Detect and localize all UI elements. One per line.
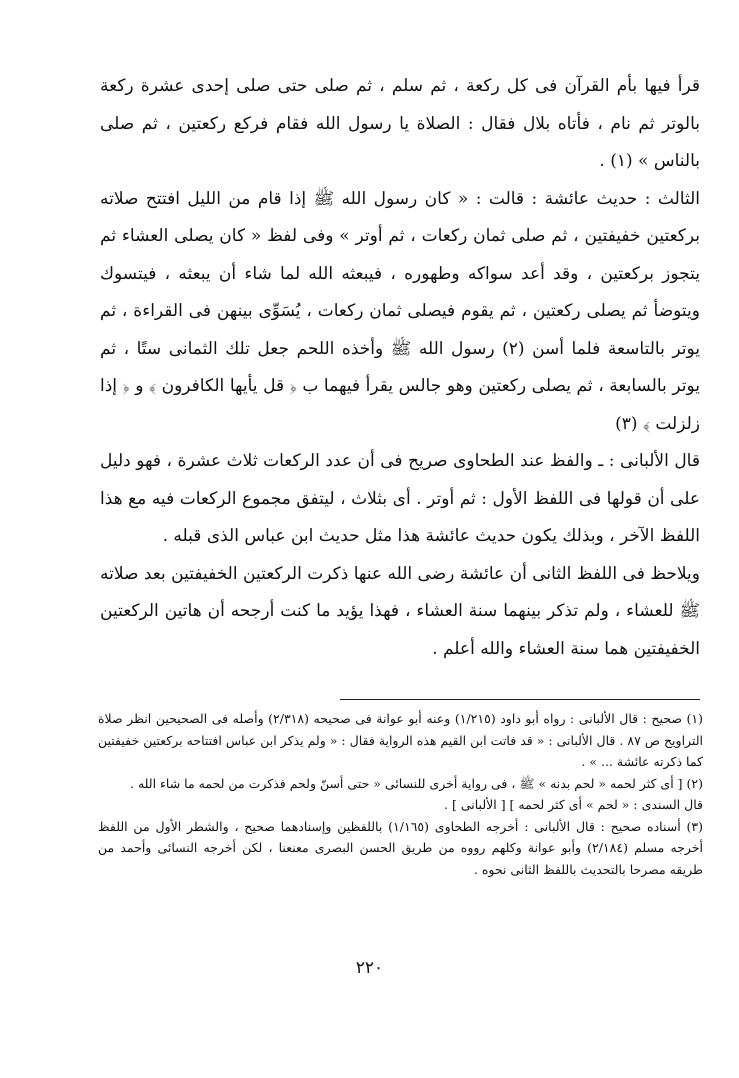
footnotes-section [98, 708, 703, 880]
paragraph-3-albani-comment: قال الألبانى : ـ والفظ عند الطحاوى صريح فى أن عدد الركعات ثلاث عشرة ، فهو دليل على أن قولها فى اللفظ الأول : ثم أوتر . أى بثلاث ، ليتفق مجموع الركعات فيه مع هذا اللفظ الآخر ، وبذلك يكون حديث عائشة هذا مثل حديث ابن عباس الذى قبله . [100, 451, 700, 546]
paragraph-4-note: ويلاحظ فى اللفظ الثانى أن عائشة رضى الله عنها ذكرت الركعتين الخفيفتين بعد صلاته ﷺ للعشاء ، ولم تذكر بينهما سنة العشاء ، فهذا يؤيد ما كنت أرجحه أن هاتين الركعتين الخفيفتين هما سنة العشاء والله أعلم . [100, 563, 700, 659]
footnote-2-continued: قال السندى : « لحم » أى كثر لحمه ] [ الألبانى ] . [444, 797, 703, 812]
paragraph-2-third-hadith: الثالث : حديث عائشة : قالت : « كان رسول الله ﷺ إذا قام من الليل افتتح صلاته بركعتين خفيفتين ، ثم صلى ثمان ركعات ، ثم أوتر » وفى لفظ « كان يصلى العشاء ثم يتجوز بركعتين ، وقد أعد سواكه وطهوره ، فيبعثه الله لما شاء أن يبعثه ، فيتسوك ويتوضأ ثم يصلى ركعتين ، ثم يقوم فيصلى ثمان ركعات ، يُسَوِّى بينهن فى القراءة ، ثم يوتر بالتاسعة فلما أسن (٢) رسول الله ﷺ وأخذه اللحم جعل تلك الثمانى ستًا ، ثم يوتر بالسابعة ، ثم يصلى ركعتين وهو جالس يقرأ فيهما ب ﴿ قل يأيها الكافرون ﴾ و ﴿ إذا زلزلت ﴾ (٣) [100, 188, 700, 434]
footnote-3: (٣) أسناده صحيح : قال الألبانى : أخرجه الطحاوى (١/١٦٥) باللفظين وإسنادهما صحيح ، والشطر الأول من اللفظ أخرجه مسلم (٢/١٨٤) وأبو عوانة وكلهم رووه من طريق الحسن البصرى معنعنا ، لكن أخرجه النسائى وأحمد من طريقه مصرحا بالتحديث باللفظ الثانى نحوه . [98, 818, 704, 877]
footnote-1: (١) صحيح : قال الألبانى : رواه أبو داود (١/٢١٥) وعنه أبو عوانة فى صحيحه (٢/٣١٨) وأصله فى الصحيحين انظر صلاة التراويح ص ٨٧ . قال الألبانى : « قد فاتت ابن القيم هذه الرواية فقال : « ولم يذكر ابن عباس افتتاحه بركعتين خفيفتين كما ذكرته عائشة ... » . [98, 711, 703, 769]
footnote-separator [340, 699, 700, 700]
paragraph-1: قرأ فيها بأم القرآن فى كل ركعة ، ثم سلم ، ثم صلى حتى صلى إحدى عشرة ركعة بالوتر ثم نام ، فأتاه بلال فقال : الصلاة يا رسول الله فقام فركع ركعتين ، ثم صلى بالناس » (١) . [100, 76, 700, 171]
footnote-2: (٢) [ أى كثر لحمه « لحم بدنه » ﷺ ، فى رواية أخرى للنسائى « حتى أسنّ ولحم فذكرت من لحمه ما شاء الله . [130, 775, 703, 791]
main-text-body [100, 68, 700, 668]
page-number: ٢٢٠ [355, 958, 384, 978]
